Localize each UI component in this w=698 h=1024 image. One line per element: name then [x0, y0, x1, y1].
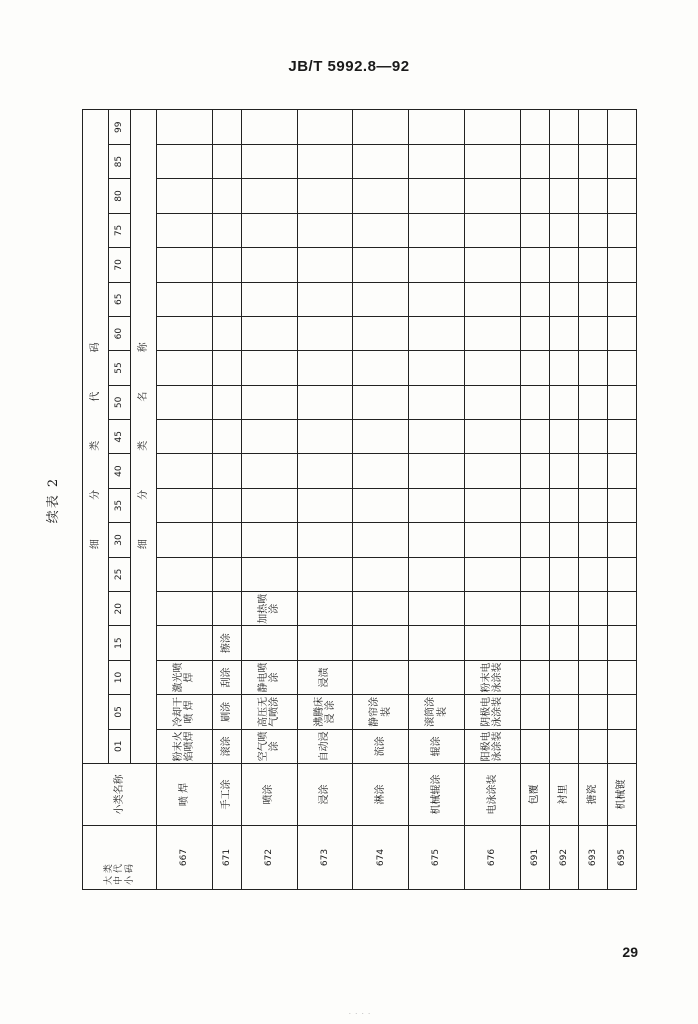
- table-cell: [212, 282, 241, 316]
- table-cell: [464, 213, 520, 247]
- table-cell: [409, 454, 465, 488]
- fine-code-99: 99: [109, 110, 131, 144]
- row-subclass-name: 衬里: [549, 764, 578, 826]
- table-row: [578, 110, 607, 890]
- row-subclass-name: 浸涂: [297, 764, 353, 826]
- row-subclass-name: 手工涂: [212, 764, 241, 826]
- table-cell: [353, 110, 409, 144]
- table-cell: [212, 454, 241, 488]
- table-cell: [464, 110, 520, 144]
- table-cell: [464, 488, 520, 522]
- table-cell: [353, 523, 409, 557]
- table-cell: [409, 248, 465, 282]
- table-cell: [409, 282, 465, 316]
- table-cell: [464, 592, 520, 626]
- table-cell: [212, 144, 241, 178]
- table-cell: [297, 592, 353, 626]
- table-cell: [157, 248, 213, 282]
- table-cell: [241, 488, 297, 522]
- table-cell: 沸腾床浸 涂: [297, 695, 353, 729]
- table-cell: [549, 385, 578, 419]
- table-cell: [520, 626, 549, 660]
- table-cell: [353, 316, 409, 350]
- table-cell: [578, 213, 607, 247]
- table-cell: [241, 626, 297, 660]
- table-cell: [297, 316, 353, 350]
- table-title: 续表 2: [46, 476, 61, 524]
- table-row: [520, 110, 549, 890]
- table-cell: [212, 557, 241, 591]
- table-cell: [297, 454, 353, 488]
- row-code: 675: [409, 826, 465, 890]
- table-cell: [578, 316, 607, 350]
- table-cell: [241, 351, 297, 385]
- table-cell: [549, 351, 578, 385]
- table-cell: [241, 420, 297, 454]
- table-cell: [578, 351, 607, 385]
- table-cell: [549, 695, 578, 729]
- fine-code-50: 50: [109, 385, 131, 419]
- table-cell: [409, 179, 465, 213]
- table-cell: [409, 213, 465, 247]
- table-cell: [578, 420, 607, 454]
- table-cell: [241, 144, 297, 178]
- table-cell: [607, 557, 636, 591]
- table-cell: [297, 144, 353, 178]
- row-code: 693: [578, 826, 607, 890]
- table-row: [241, 110, 297, 890]
- table-cell: [578, 110, 607, 144]
- table-cell: [297, 282, 353, 316]
- fine-code-header: 细 分 类 代 码: [83, 110, 109, 764]
- table-cell: [578, 695, 607, 729]
- table-cell: [212, 110, 241, 144]
- table-cell: [578, 557, 607, 591]
- table-cell: [464, 385, 520, 419]
- row-code: 667: [157, 826, 213, 890]
- table-cell: [353, 488, 409, 522]
- fine-code-60: 60: [109, 316, 131, 350]
- table-cell: [464, 523, 520, 557]
- table-cell: [409, 523, 465, 557]
- table-cell: [157, 454, 213, 488]
- row-subclass-name: 淋涂: [353, 764, 409, 826]
- major-code-header-line: 大 类: [103, 864, 114, 885]
- table-cell: [157, 626, 213, 660]
- table-cell: [578, 144, 607, 178]
- table-cell: [578, 523, 607, 557]
- table-cell: [520, 316, 549, 350]
- row-code: 674: [353, 826, 409, 890]
- table-cell: [241, 110, 297, 144]
- table-cell: [297, 420, 353, 454]
- table-cell: [607, 248, 636, 282]
- table-cell: [353, 385, 409, 419]
- table-cell: [157, 144, 213, 178]
- table-cell: [409, 626, 465, 660]
- table-cell: 静电喷涂: [241, 660, 297, 694]
- table-cell: [157, 316, 213, 350]
- row-code: 676: [464, 826, 520, 890]
- fine-code-35: 35: [109, 488, 131, 522]
- row-subclass-name: 机械辊涂: [409, 764, 465, 826]
- table-cell: [520, 248, 549, 282]
- table-cell: [157, 420, 213, 454]
- table-cell: [549, 213, 578, 247]
- table-cell: 擦涂: [212, 626, 241, 660]
- row-code: 691: [520, 826, 549, 890]
- table-cell: [409, 660, 465, 694]
- table-cell: [241, 454, 297, 488]
- table-cell: [549, 592, 578, 626]
- table-cell: 高压无气喷涂: [241, 695, 297, 729]
- table-cell: [157, 592, 213, 626]
- table-cell: [578, 626, 607, 660]
- table-cell: 激光喷焊: [157, 660, 213, 694]
- table-cell: [353, 282, 409, 316]
- table-cell: [353, 144, 409, 178]
- table-cell: [297, 557, 353, 591]
- table-cell: [157, 488, 213, 522]
- table-cell: [578, 592, 607, 626]
- major-code-header-line: 小 码: [124, 864, 135, 885]
- fine-code-80: 80: [109, 179, 131, 213]
- table-cell: [353, 351, 409, 385]
- table-cell: [241, 557, 297, 591]
- table-cell: [241, 282, 297, 316]
- table-cell: [409, 385, 465, 419]
- table-cell: [520, 660, 549, 694]
- table-cell: [549, 488, 578, 522]
- fine-code-70: 70: [109, 248, 131, 282]
- row-code: 672: [241, 826, 297, 890]
- table-cell: 滚筒涂装: [409, 695, 465, 729]
- table-cell: [520, 179, 549, 213]
- fine-code-25: 25: [109, 557, 131, 591]
- row-subclass-name: 喷涂: [241, 764, 297, 826]
- table-cell: [353, 248, 409, 282]
- table-cell: [212, 351, 241, 385]
- table-cell: [241, 385, 297, 419]
- row-subclass-name: 机械镀: [607, 764, 636, 826]
- table-cell: [549, 729, 578, 763]
- table-cell: [464, 454, 520, 488]
- major-code-header: [83, 826, 157, 890]
- table-cell: [520, 695, 549, 729]
- table-cell: [353, 626, 409, 660]
- table-cell: [607, 351, 636, 385]
- table-cell: [549, 557, 578, 591]
- table-cell: [520, 144, 549, 178]
- table-cell: [578, 385, 607, 419]
- table-cell: 静帘涂装: [353, 695, 409, 729]
- table-cell: [409, 488, 465, 522]
- fine-code-85: 85: [109, 144, 131, 178]
- table-cell: [353, 213, 409, 247]
- row-subclass-name: 喷 焊: [157, 764, 213, 826]
- row-code: 671: [212, 826, 241, 890]
- table-cell: [353, 592, 409, 626]
- row-subclass-name: 包覆: [520, 764, 549, 826]
- table-cell: [297, 488, 353, 522]
- table-cell: [157, 557, 213, 591]
- table-cell: [409, 110, 465, 144]
- row-subclass-name: 搪瓷: [578, 764, 607, 826]
- table-cell: [241, 248, 297, 282]
- table-cell: [157, 282, 213, 316]
- table-cell: 浸渍: [297, 660, 353, 694]
- table-cell: 辊涂: [409, 729, 465, 763]
- table-cell: [607, 488, 636, 522]
- table-cell: [464, 248, 520, 282]
- table-cell: [549, 144, 578, 178]
- table-cell: [607, 420, 636, 454]
- table-cell: [520, 420, 549, 454]
- table-cell: [157, 179, 213, 213]
- table-cell: [297, 385, 353, 419]
- row-subclass-name: 电泳涂装: [464, 764, 520, 826]
- footer-mark: · · · ·: [348, 1010, 372, 1018]
- table-cell: [578, 454, 607, 488]
- fine-code-65: 65: [109, 282, 131, 316]
- table-cell: [409, 592, 465, 626]
- table-cell: [464, 557, 520, 591]
- table-cell: [241, 179, 297, 213]
- standard-code-header: JB/T 5992.8—92: [288, 58, 410, 75]
- subclass-name-header: 小类名称: [83, 764, 157, 826]
- table-cell: [549, 420, 578, 454]
- fine-code-75: 75: [109, 213, 131, 247]
- table-cell: [549, 523, 578, 557]
- table-cell: 空气喷涂: [241, 729, 297, 763]
- row-code: 673: [297, 826, 353, 890]
- table-cell: [549, 282, 578, 316]
- table-cell: 刷涂: [212, 695, 241, 729]
- table-cell: [520, 523, 549, 557]
- fine-code-45: 45: [109, 420, 131, 454]
- table-cell: [212, 488, 241, 522]
- table-cell: [353, 420, 409, 454]
- table-cell: [212, 385, 241, 419]
- table-cell: 加热喷涂: [241, 592, 297, 626]
- table-cell: [241, 213, 297, 247]
- table-cell: [353, 557, 409, 591]
- row-code: 692: [549, 826, 578, 890]
- table-row: [464, 110, 520, 890]
- table-cell: [607, 316, 636, 350]
- table-cell: [212, 316, 241, 350]
- rotated-table-wrapper: [46, 110, 637, 890]
- table-cell: 刮涂: [212, 660, 241, 694]
- table-cell: [520, 488, 549, 522]
- table-cell: [212, 592, 241, 626]
- table-cell: [549, 660, 578, 694]
- table-cell: [520, 282, 549, 316]
- table-cell: [157, 213, 213, 247]
- table-cell: [549, 316, 578, 350]
- table-cell: 阳极电泳涂装: [464, 729, 520, 763]
- table-cell: [578, 729, 607, 763]
- table-cell: [549, 626, 578, 660]
- fine-code-30: 30: [109, 523, 131, 557]
- table-cell: [607, 144, 636, 178]
- table-cell: [409, 144, 465, 178]
- table-cell: [607, 592, 636, 626]
- fine-code-15: 15: [109, 626, 131, 660]
- table-cell: [157, 385, 213, 419]
- table-cell: [607, 213, 636, 247]
- table-cell: [464, 626, 520, 660]
- table-cell: [409, 316, 465, 350]
- table-cell: [607, 282, 636, 316]
- table-cell: 冷却干喷 焊: [157, 695, 213, 729]
- table-row: [353, 110, 409, 890]
- table-cell: [353, 454, 409, 488]
- table-cell: [409, 557, 465, 591]
- fine-code-55: 55: [109, 351, 131, 385]
- table-cell: [157, 523, 213, 557]
- classification-table: [82, 109, 637, 890]
- table-cell: [520, 454, 549, 488]
- table-cell: [212, 179, 241, 213]
- table-cell: [297, 523, 353, 557]
- table-cell: [607, 695, 636, 729]
- table-cell: [607, 660, 636, 694]
- table-cell: [607, 179, 636, 213]
- table-cell: 粉末电泳涂装: [464, 660, 520, 694]
- table-cell: [464, 316, 520, 350]
- table-row: [607, 110, 636, 890]
- table-cell: [607, 454, 636, 488]
- table-cell: [607, 385, 636, 419]
- fine-code-05: 05: [109, 695, 131, 729]
- table-cell: [607, 626, 636, 660]
- table-cell: [157, 351, 213, 385]
- header-row-top: [83, 110, 109, 890]
- table-cell: [578, 660, 607, 694]
- page-number: 29: [622, 944, 638, 960]
- table-row: [212, 110, 241, 890]
- table-cell: [297, 248, 353, 282]
- table-cell: [464, 351, 520, 385]
- table-cell: [549, 454, 578, 488]
- table-cell: [549, 248, 578, 282]
- table-row: [297, 110, 353, 890]
- major-code-header-line: 中 代: [114, 864, 125, 885]
- table-cell: [212, 420, 241, 454]
- table-cell: [297, 213, 353, 247]
- table-cell: [297, 626, 353, 660]
- table-cell: [409, 420, 465, 454]
- table-cell: [464, 144, 520, 178]
- table-cell: [578, 248, 607, 282]
- table-row: [157, 110, 213, 890]
- table-cell: [549, 179, 578, 213]
- table-cell: [353, 660, 409, 694]
- table-cell: [549, 110, 578, 144]
- table-cell: [212, 523, 241, 557]
- table-cell: [578, 488, 607, 522]
- fine-code-40: 40: [109, 454, 131, 488]
- table-cell: [464, 282, 520, 316]
- fine-code-10: 10: [109, 660, 131, 694]
- table-cell: 粉末火焰喷焊: [157, 729, 213, 763]
- table-cell: 流涂: [353, 729, 409, 763]
- table-cell: [212, 248, 241, 282]
- table-cell: [607, 729, 636, 763]
- table-cell: [520, 213, 549, 247]
- table-cell: [520, 385, 549, 419]
- fine-code-01: 01: [109, 729, 131, 763]
- fine-code-20: 20: [109, 592, 131, 626]
- table-cell: [520, 557, 549, 591]
- table-cell: [241, 316, 297, 350]
- table-cell: [520, 592, 549, 626]
- table-cell: 阴极电泳涂装: [464, 695, 520, 729]
- table-cell: [607, 110, 636, 144]
- table-cell: [353, 179, 409, 213]
- table-row: [409, 110, 465, 890]
- table-cell: [297, 351, 353, 385]
- table-row: [549, 110, 578, 890]
- table-cell: [241, 523, 297, 557]
- table-cell: [464, 179, 520, 213]
- table-cell: [212, 213, 241, 247]
- table-cell: [157, 110, 213, 144]
- table-cell: [520, 110, 549, 144]
- table-cell: [520, 351, 549, 385]
- table-cell: [607, 523, 636, 557]
- table-cell: [464, 420, 520, 454]
- table-cell: 滚涂: [212, 729, 241, 763]
- fine-name-header: 细 分 类 名 称: [131, 110, 157, 764]
- table-cell: [578, 282, 607, 316]
- table-cell: [520, 729, 549, 763]
- table-cell: [578, 179, 607, 213]
- table-cell: 自动浸: [297, 729, 353, 763]
- row-code: 695: [607, 826, 636, 890]
- table-cell: [409, 351, 465, 385]
- table-cell: [297, 110, 353, 144]
- table-cell: [297, 179, 353, 213]
